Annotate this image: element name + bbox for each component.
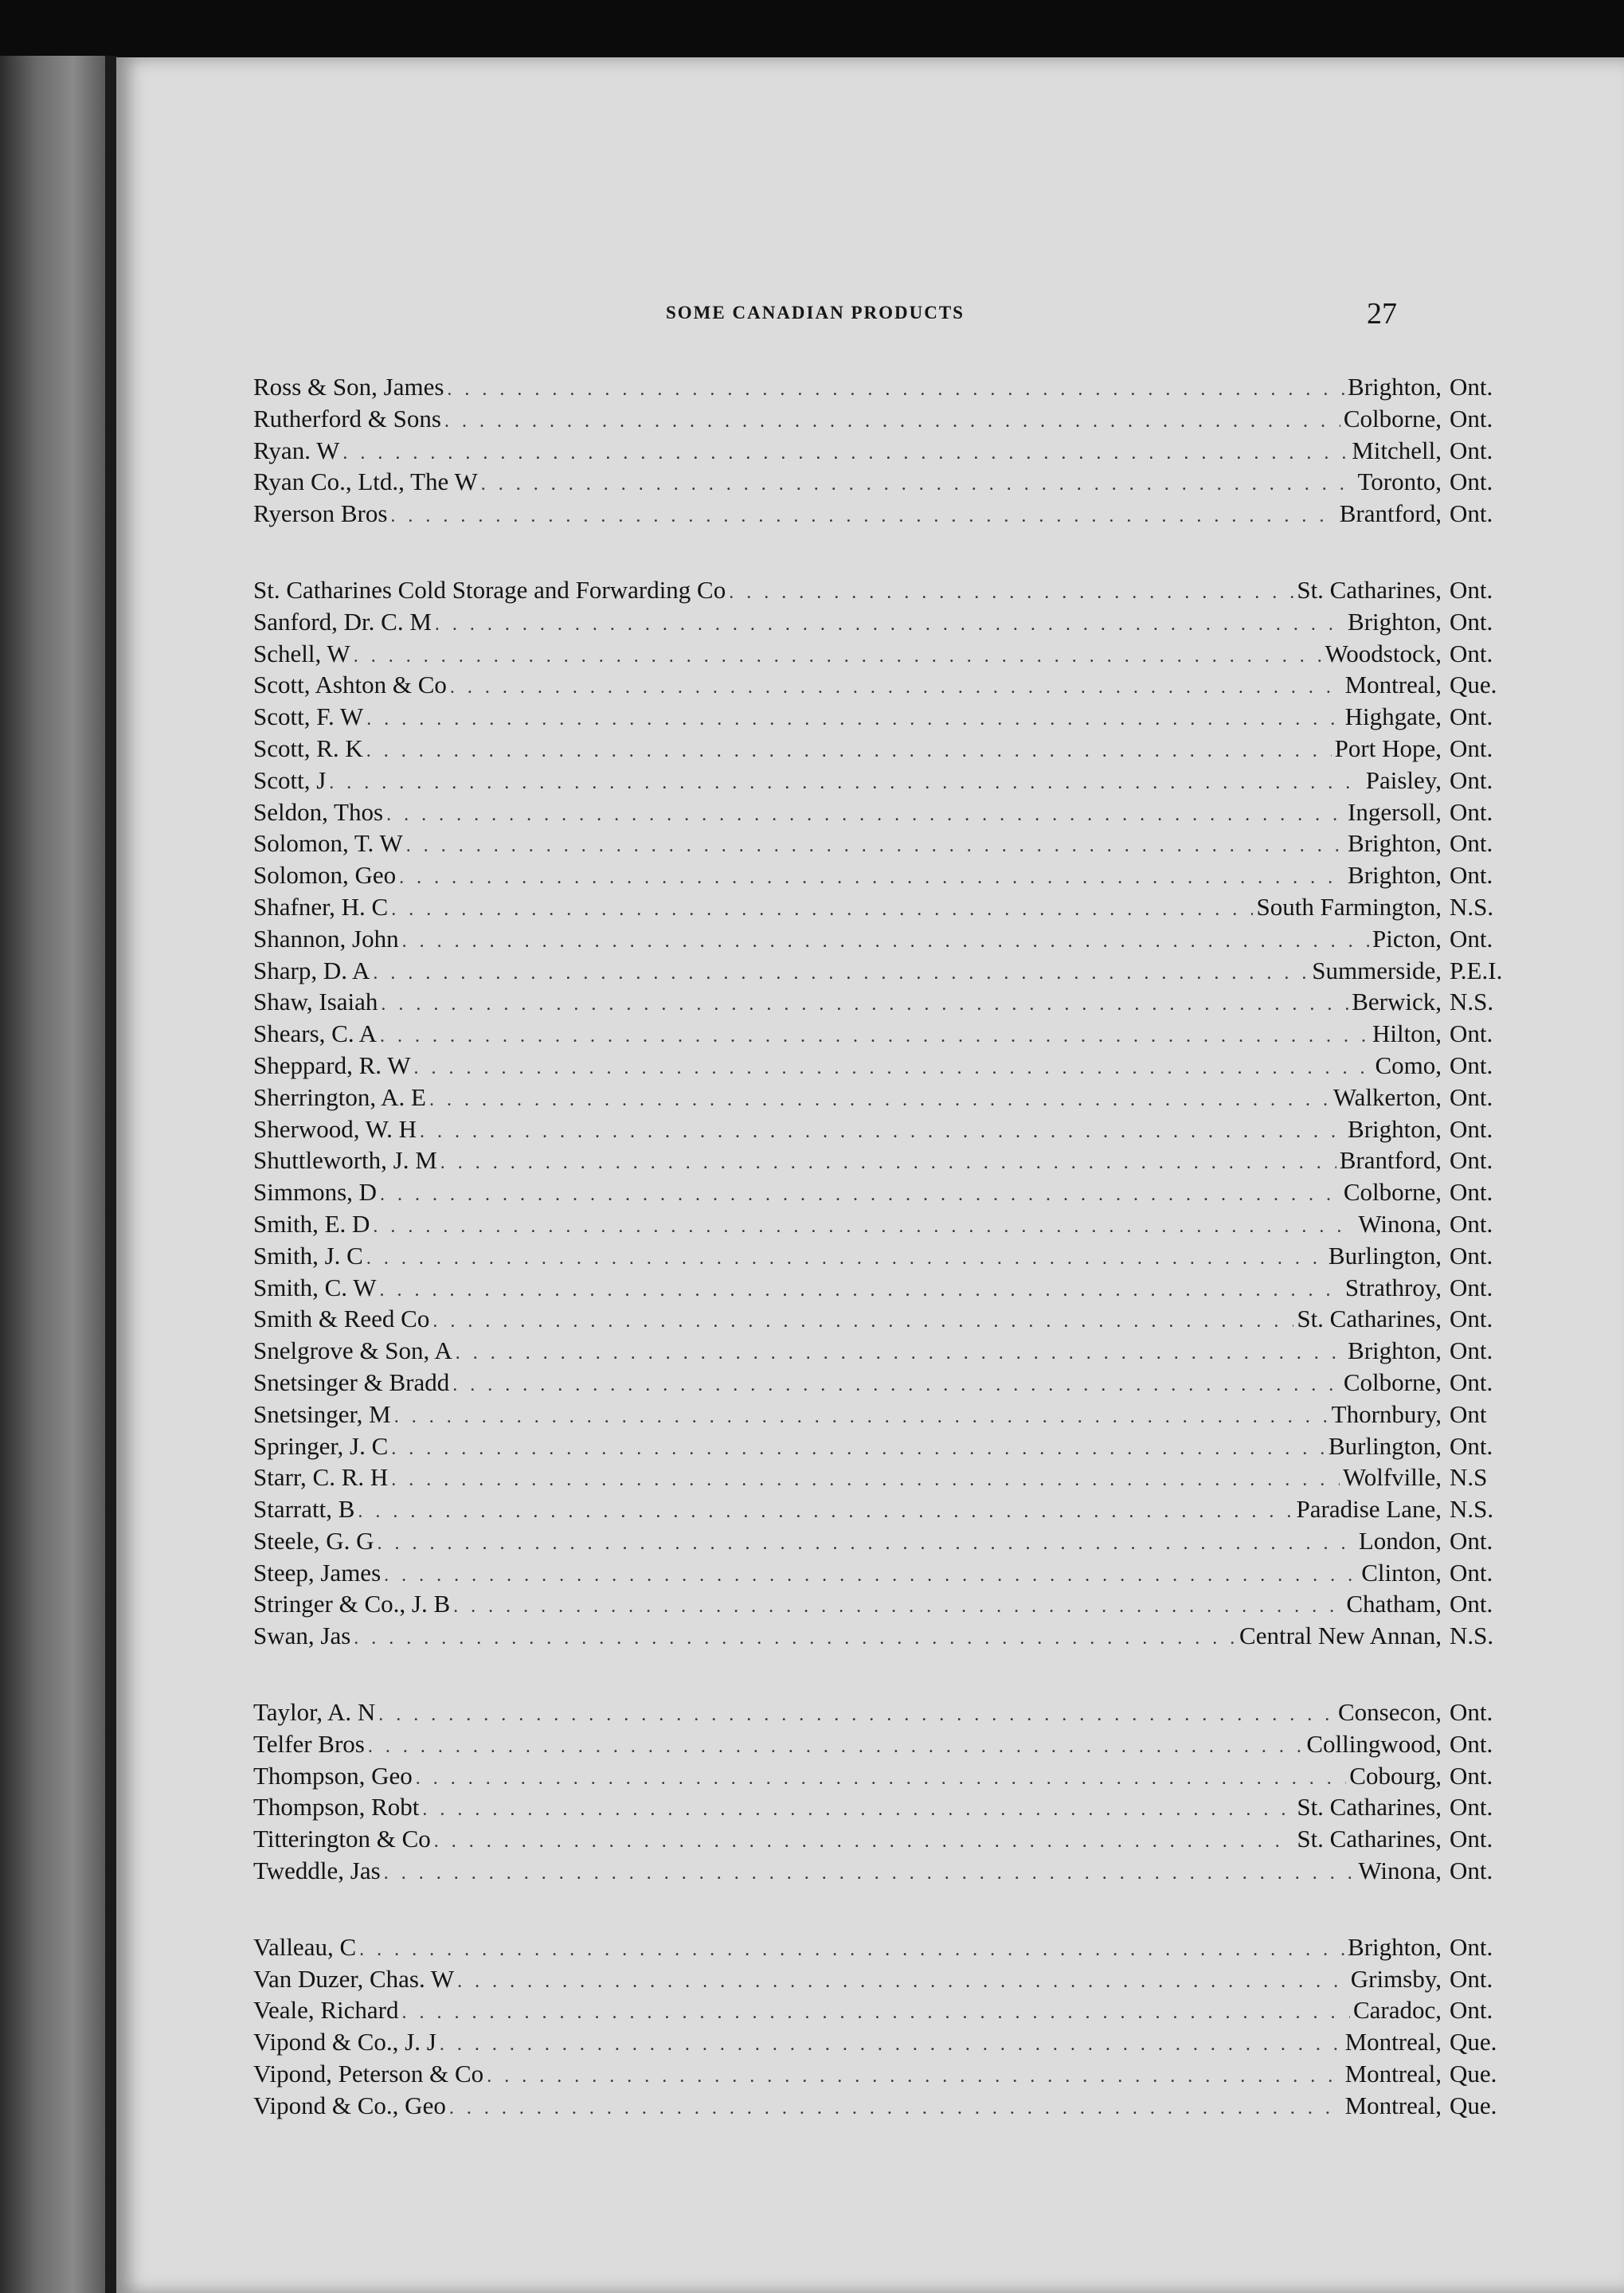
listing-entry (253, 1208, 1512, 1240)
entry-province: Ont. (1450, 436, 1493, 464)
dot-leader (384, 1560, 1358, 1592)
dot-leader (373, 1211, 1355, 1243)
dot-leader (366, 704, 1341, 736)
entry-name: Snelgrove & Son, A (253, 1336, 452, 1365)
dot-leader (394, 1402, 1329, 1434)
entry-place: Burlington, (1328, 1241, 1442, 1270)
entry-place: Brighton, (1348, 607, 1442, 636)
entry-name: Thompson, Geo (253, 1761, 413, 1790)
entry-place: Winona, (1358, 1209, 1442, 1238)
listing-entry (253, 765, 1512, 796)
listing-entry (253, 371, 1512, 403)
entry-name: Sherwood, W. H (253, 1114, 417, 1143)
entry-place: Paradise Lane, (1296, 1495, 1442, 1524)
listing-entry (253, 701, 1512, 733)
entry-name: Vipond & Co., Geo (253, 2091, 446, 2119)
entry-province: Ont. (1450, 607, 1493, 636)
entry-name: Smith, J. C (253, 1241, 363, 1270)
listing-entry (253, 1493, 1512, 1525)
entry-province: Ont. (1450, 1698, 1493, 1727)
entry-province: Ont. (1450, 1558, 1493, 1587)
dot-leader (399, 863, 1344, 894)
listing-entry (253, 923, 1512, 955)
listing-entry (253, 435, 1512, 467)
entry-province: Ont. (1450, 1932, 1493, 1961)
listing-entry (253, 606, 1512, 638)
listing-entry (253, 1588, 1512, 1620)
entry-name: Scott, R. K (253, 734, 363, 762)
entry-place: Hilton, (1372, 1019, 1442, 1048)
entry-name: Seldon, Thos (253, 797, 384, 826)
entry-place: Brighton, (1348, 861, 1442, 890)
entry-name: Shears, C. A (253, 1019, 377, 1048)
listing-entry (253, 891, 1512, 923)
section-t (253, 1696, 1512, 1887)
entry-name: Smith, E. D (253, 1209, 370, 1238)
entry-province: Ont. (1450, 1082, 1493, 1111)
dot-leader (453, 1591, 1343, 1623)
listing-entry (253, 1113, 1512, 1145)
entry-place: Brighton, (1348, 1336, 1442, 1365)
entry-name: Scott, F. W (253, 702, 364, 731)
entry-name: Snetsinger, M (253, 1399, 391, 1428)
listing-entry (253, 1050, 1512, 1082)
entry-province: Ont. (1450, 797, 1493, 826)
entry-place: Montreal, (1344, 2060, 1442, 2088)
listing-entry (253, 1303, 1512, 1335)
entry-province: Ont. (1450, 639, 1493, 667)
section-v (253, 1931, 1512, 2122)
listing-entry (253, 986, 1512, 1018)
entry-province: Ont. (1450, 1368, 1493, 1396)
entry-province: Que. (1450, 2028, 1497, 2056)
entry-place: St. Catharines, (1297, 1825, 1442, 1853)
dot-leader (487, 2061, 1341, 2093)
entry-name: Steep, James (253, 1558, 382, 1587)
entry-place: Consecon, (1337, 1698, 1442, 1727)
entry-place: Brighton, (1348, 373, 1442, 401)
entry-place: Montreal, (1344, 671, 1442, 699)
entry-place: Winona, (1358, 1857, 1442, 1885)
dot-leader (354, 1623, 1236, 1655)
listing-entry (253, 1760, 1512, 1792)
entry-province: Ont. (1450, 1209, 1493, 1238)
entry-name: Thompson, Robt (253, 1793, 420, 1821)
entry-place: Paisley, (1365, 765, 1442, 794)
dot-leader (422, 1794, 1293, 1826)
entry-name: Schell, W (253, 639, 350, 667)
dot-leader (420, 1117, 1344, 1148)
dot-leader (406, 831, 1344, 863)
entry-name: Vipond & Co., J. J (253, 2028, 436, 2056)
entry-province: Ont. (1450, 1019, 1493, 1048)
entry-province: Ont. (1450, 575, 1493, 604)
dot-leader (381, 989, 1348, 1021)
entry-province: Ont. (1450, 499, 1493, 528)
entry-name: St. Catharines Cold Storage and Forwarding Co (253, 575, 726, 604)
entry-place: Colborne, (1343, 1178, 1442, 1207)
listing-entry (253, 2090, 1512, 2122)
listing-entry (253, 2026, 1512, 2058)
dot-leader (729, 577, 1293, 609)
entry-place: Brantford, (1339, 499, 1442, 528)
entry-place: Colborne, (1343, 404, 1442, 432)
dot-leader (444, 406, 1340, 438)
entry-place: Mitchell, (1352, 436, 1442, 464)
dot-leader (429, 1085, 1330, 1117)
entry-name: Van Duzer, Chas. W (253, 1964, 455, 1993)
entry-province: Ont. (1450, 1114, 1493, 1143)
entry-province: Ont. (1450, 861, 1493, 890)
entry-province: Ont. (1450, 404, 1493, 432)
entry-name: Veale, Richard (253, 1996, 399, 2025)
entry-name: Vipond, Peterson & Co (253, 2060, 484, 2088)
entry-province: Ont. (1450, 734, 1493, 762)
entry-province: Ont. (1450, 1964, 1493, 1993)
entry-place: St. Catharines, (1297, 575, 1442, 604)
listing-entry (253, 1240, 1512, 1272)
dot-leader (447, 374, 1344, 406)
entry-name: Springer, J. C (253, 1431, 389, 1460)
entry-place: Wolfville, (1342, 1463, 1442, 1492)
dot-leader (450, 672, 1342, 704)
dot-leader (391, 1434, 1325, 1465)
entry-place: Clinton, (1361, 1558, 1442, 1587)
entry-place: London, (1358, 1526, 1442, 1555)
entry-place: Grimsby, (1350, 1964, 1442, 1993)
entry-place: Picton, (1372, 924, 1442, 953)
listing-entry (253, 1335, 1512, 1367)
entry-name: Smith & Reed Co (253, 1305, 430, 1333)
dot-leader (329, 768, 1362, 800)
listing-entry (253, 796, 1512, 828)
dot-leader (379, 1275, 1341, 1307)
listing-entry (253, 1791, 1512, 1823)
entry-name: Telfer Bros (253, 1729, 365, 1758)
dot-leader (359, 1935, 1344, 1966)
entry-name: Steele, G. G (253, 1526, 374, 1555)
entry-province: Ont. (1450, 702, 1493, 731)
book-page (116, 57, 1624, 2293)
listing-entry (253, 638, 1512, 670)
entry-name: Ross & Son, James (253, 373, 444, 401)
entry-province: Ont. (1450, 468, 1493, 496)
entry-province: N.S. (1450, 1495, 1494, 1524)
entry-place: Strathroy, (1344, 1273, 1442, 1301)
page-number: 27 (1367, 297, 1397, 331)
entry-place: Walkerton, (1332, 1082, 1442, 1111)
listing-entry (253, 1823, 1512, 1855)
dot-leader (366, 736, 1332, 768)
entry-province: Ont (1450, 1399, 1487, 1428)
listing-entry (253, 859, 1512, 891)
entry-name: Ryerson Bros (253, 499, 388, 528)
dot-leader (391, 1465, 1340, 1497)
entry-place: Caradoc, (1352, 1996, 1442, 2025)
entry-name: Titterington & Co (253, 1825, 431, 1853)
listing-entry (253, 1430, 1512, 1462)
listing-entry (253, 1176, 1512, 1208)
listing-entry (253, 1461, 1512, 1493)
entry-name: Shannon, John (253, 924, 399, 953)
entry-province: Ont. (1450, 373, 1493, 401)
listing-entry (253, 733, 1512, 765)
dot-leader (457, 1966, 1348, 1998)
entry-name: Scott, J (253, 765, 327, 794)
listing-entry (253, 498, 1512, 530)
entry-name: Sanford, Dr. C. M (253, 607, 432, 636)
listing-entry (253, 1525, 1512, 1557)
dot-leader (401, 1998, 1349, 2029)
entry-province: Ont. (1450, 1273, 1493, 1301)
entry-place: Montreal, (1344, 2028, 1442, 2056)
entry-province: Ont. (1450, 1729, 1493, 1758)
dot-leader (402, 926, 1369, 958)
adjacent-page-edge (0, 56, 105, 2293)
entry-province: Ont. (1450, 1305, 1493, 1333)
directory-listing (253, 371, 1512, 2122)
dot-leader (390, 501, 1336, 533)
entry-province: Que. (1450, 671, 1497, 699)
dot-leader (342, 438, 1348, 470)
entry-name: Swan, Jas (253, 1622, 351, 1650)
entry-province: Ont. (1450, 1431, 1493, 1460)
listing-entry (253, 1728, 1512, 1760)
listing-entry (253, 1963, 1512, 1995)
entry-province: N.S. (1450, 988, 1494, 1016)
entry-province: Ont. (1450, 1996, 1493, 2025)
listing-entry (253, 1082, 1512, 1113)
entry-name: Stringer & Co., J. B (253, 1590, 451, 1618)
entry-province: Ont. (1450, 1761, 1493, 1790)
entry-province: N.S. (1450, 892, 1494, 921)
entry-province: Ont. (1450, 1146, 1493, 1175)
dot-leader (449, 2093, 1342, 2125)
listing-entry (253, 466, 1512, 498)
listing-entry (253, 1399, 1512, 1430)
dot-leader (386, 800, 1344, 832)
entry-name: Ryan Co., Ltd., The W (253, 468, 478, 496)
dot-leader (366, 1243, 1325, 1275)
section-s (253, 574, 1512, 1652)
page-header (116, 297, 1624, 331)
entry-place: Chatham, (1346, 1590, 1442, 1618)
dot-leader (456, 1338, 1344, 1370)
dot-leader (432, 1306, 1293, 1338)
listing-entry (253, 1696, 1512, 1728)
entry-province: Ont. (1450, 1857, 1493, 1885)
entry-name: Solomon, Geo (253, 861, 397, 890)
entry-name: Ryan. W (253, 436, 340, 464)
listing-entry (253, 403, 1512, 435)
entry-place: Woodstock, (1325, 639, 1442, 667)
entry-province: Ont. (1450, 1241, 1493, 1270)
entry-province: Ont. (1450, 924, 1493, 953)
entry-place: Cobourg, (1349, 1761, 1442, 1790)
entry-name: Sheppard, R. W (253, 1051, 411, 1079)
entry-place: Collingwood, (1306, 1729, 1442, 1758)
entry-name: Taylor, A. N (253, 1698, 376, 1727)
entry-place: Highgate, (1344, 702, 1442, 731)
entry-place: Port Hope, (1334, 734, 1442, 762)
entry-province: Ont. (1450, 1336, 1493, 1365)
listing-entry (253, 828, 1512, 859)
entry-name: Tweddle, Jas (253, 1857, 381, 1885)
entry-province: Que. (1450, 2091, 1497, 2119)
entry-place: St. Catharines, (1297, 1793, 1442, 1821)
entry-name: Sherrington, A. E (253, 1082, 426, 1111)
entry-name: Scott, Ashton & Co (253, 671, 447, 699)
entry-province: Ont. (1450, 1793, 1493, 1821)
listing-entry (253, 2058, 1512, 2090)
entry-name: Shafner, H. C (253, 892, 389, 921)
entry-name: Shuttleworth, J. M (253, 1146, 437, 1175)
dot-leader (440, 2029, 1342, 2061)
entry-name: Solomon, T. W (253, 829, 403, 858)
entry-place: Central New Annan, (1239, 1622, 1442, 1650)
listing-entry (253, 1367, 1512, 1399)
entry-place: Brantford, (1339, 1146, 1442, 1175)
entry-name: Valleau, C (253, 1932, 357, 1961)
entry-place: Berwick, (1352, 988, 1442, 1016)
entry-province: Ont. (1450, 829, 1493, 858)
entry-province: P.E.I. (1450, 956, 1503, 984)
listing-entry (253, 1931, 1512, 1963)
dot-leader (416, 1763, 1347, 1795)
entry-place: Summerside, (1312, 956, 1442, 984)
dot-leader (380, 1180, 1340, 1211)
dot-leader (373, 958, 1309, 990)
dot-leader (391, 894, 1253, 926)
entry-place: St. Catharines, (1297, 1305, 1442, 1333)
dot-leader (413, 1053, 1372, 1085)
entry-name: Smith, C. W (253, 1273, 377, 1301)
entry-name: Starratt, B (253, 1495, 355, 1524)
entry-place: Burlington, (1328, 1431, 1442, 1460)
dot-leader (358, 1497, 1293, 1528)
listing-entry (253, 669, 1512, 701)
entry-place: Thornbury, (1331, 1399, 1442, 1428)
entry-name: Sharp, D. A (253, 956, 370, 984)
entry-place: Brighton, (1348, 1114, 1442, 1143)
dot-leader (481, 469, 1355, 501)
dot-leader (452, 1370, 1340, 1402)
section-r (253, 371, 1512, 530)
listing-entry (253, 1994, 1512, 2026)
entry-place: South Farmington, (1256, 892, 1442, 921)
listing-entry (253, 1145, 1512, 1176)
dot-leader (380, 1021, 1369, 1053)
entry-province: Ont. (1450, 765, 1493, 794)
entry-place: Ingersoll, (1348, 797, 1442, 826)
entry-province: N.S. (1450, 1622, 1494, 1650)
dot-leader (378, 1528, 1356, 1560)
running-title: SOME CANADIAN PRODUCTS (666, 303, 965, 323)
listing-entry (253, 1557, 1512, 1589)
entry-province: Ont. (1450, 1590, 1493, 1618)
entry-place: Toronto, (1357, 468, 1442, 496)
dot-leader (368, 1731, 1303, 1763)
entry-place: Brighton, (1348, 829, 1442, 858)
dot-leader (434, 1826, 1294, 1858)
listing-entry (253, 1272, 1512, 1304)
entry-place: Brighton, (1348, 1932, 1442, 1961)
dot-leader (435, 609, 1344, 641)
entry-place: Colborne, (1343, 1368, 1442, 1396)
listing-entry (253, 1620, 1512, 1652)
entry-place: Montreal, (1344, 2091, 1442, 2119)
entry-name: Shaw, Isaiah (253, 988, 378, 1016)
entry-province: N.S (1450, 1463, 1488, 1492)
listing-entry (253, 1018, 1512, 1050)
listing-entry (253, 955, 1512, 987)
dot-leader (354, 641, 1322, 673)
entry-province: Ont. (1450, 1526, 1493, 1555)
entry-name: Simmons, D (253, 1178, 378, 1207)
dot-leader (440, 1148, 1336, 1180)
listing-entry (253, 574, 1512, 606)
entry-name: Rutherford & Sons (253, 404, 441, 432)
entry-place: Como, (1375, 1051, 1442, 1079)
entry-province: Ont. (1450, 1051, 1493, 1079)
entry-province: Que. (1450, 2060, 1497, 2088)
listing-entry (253, 1855, 1512, 1887)
entry-province: Ont. (1450, 1178, 1493, 1207)
dot-leader (384, 1858, 1356, 1890)
entry-name: Snetsinger & Bradd (253, 1368, 450, 1396)
entry-province: Ont. (1450, 1825, 1493, 1853)
entry-name: Starr, C. R. H (253, 1463, 389, 1492)
dot-leader (378, 1700, 1335, 1731)
